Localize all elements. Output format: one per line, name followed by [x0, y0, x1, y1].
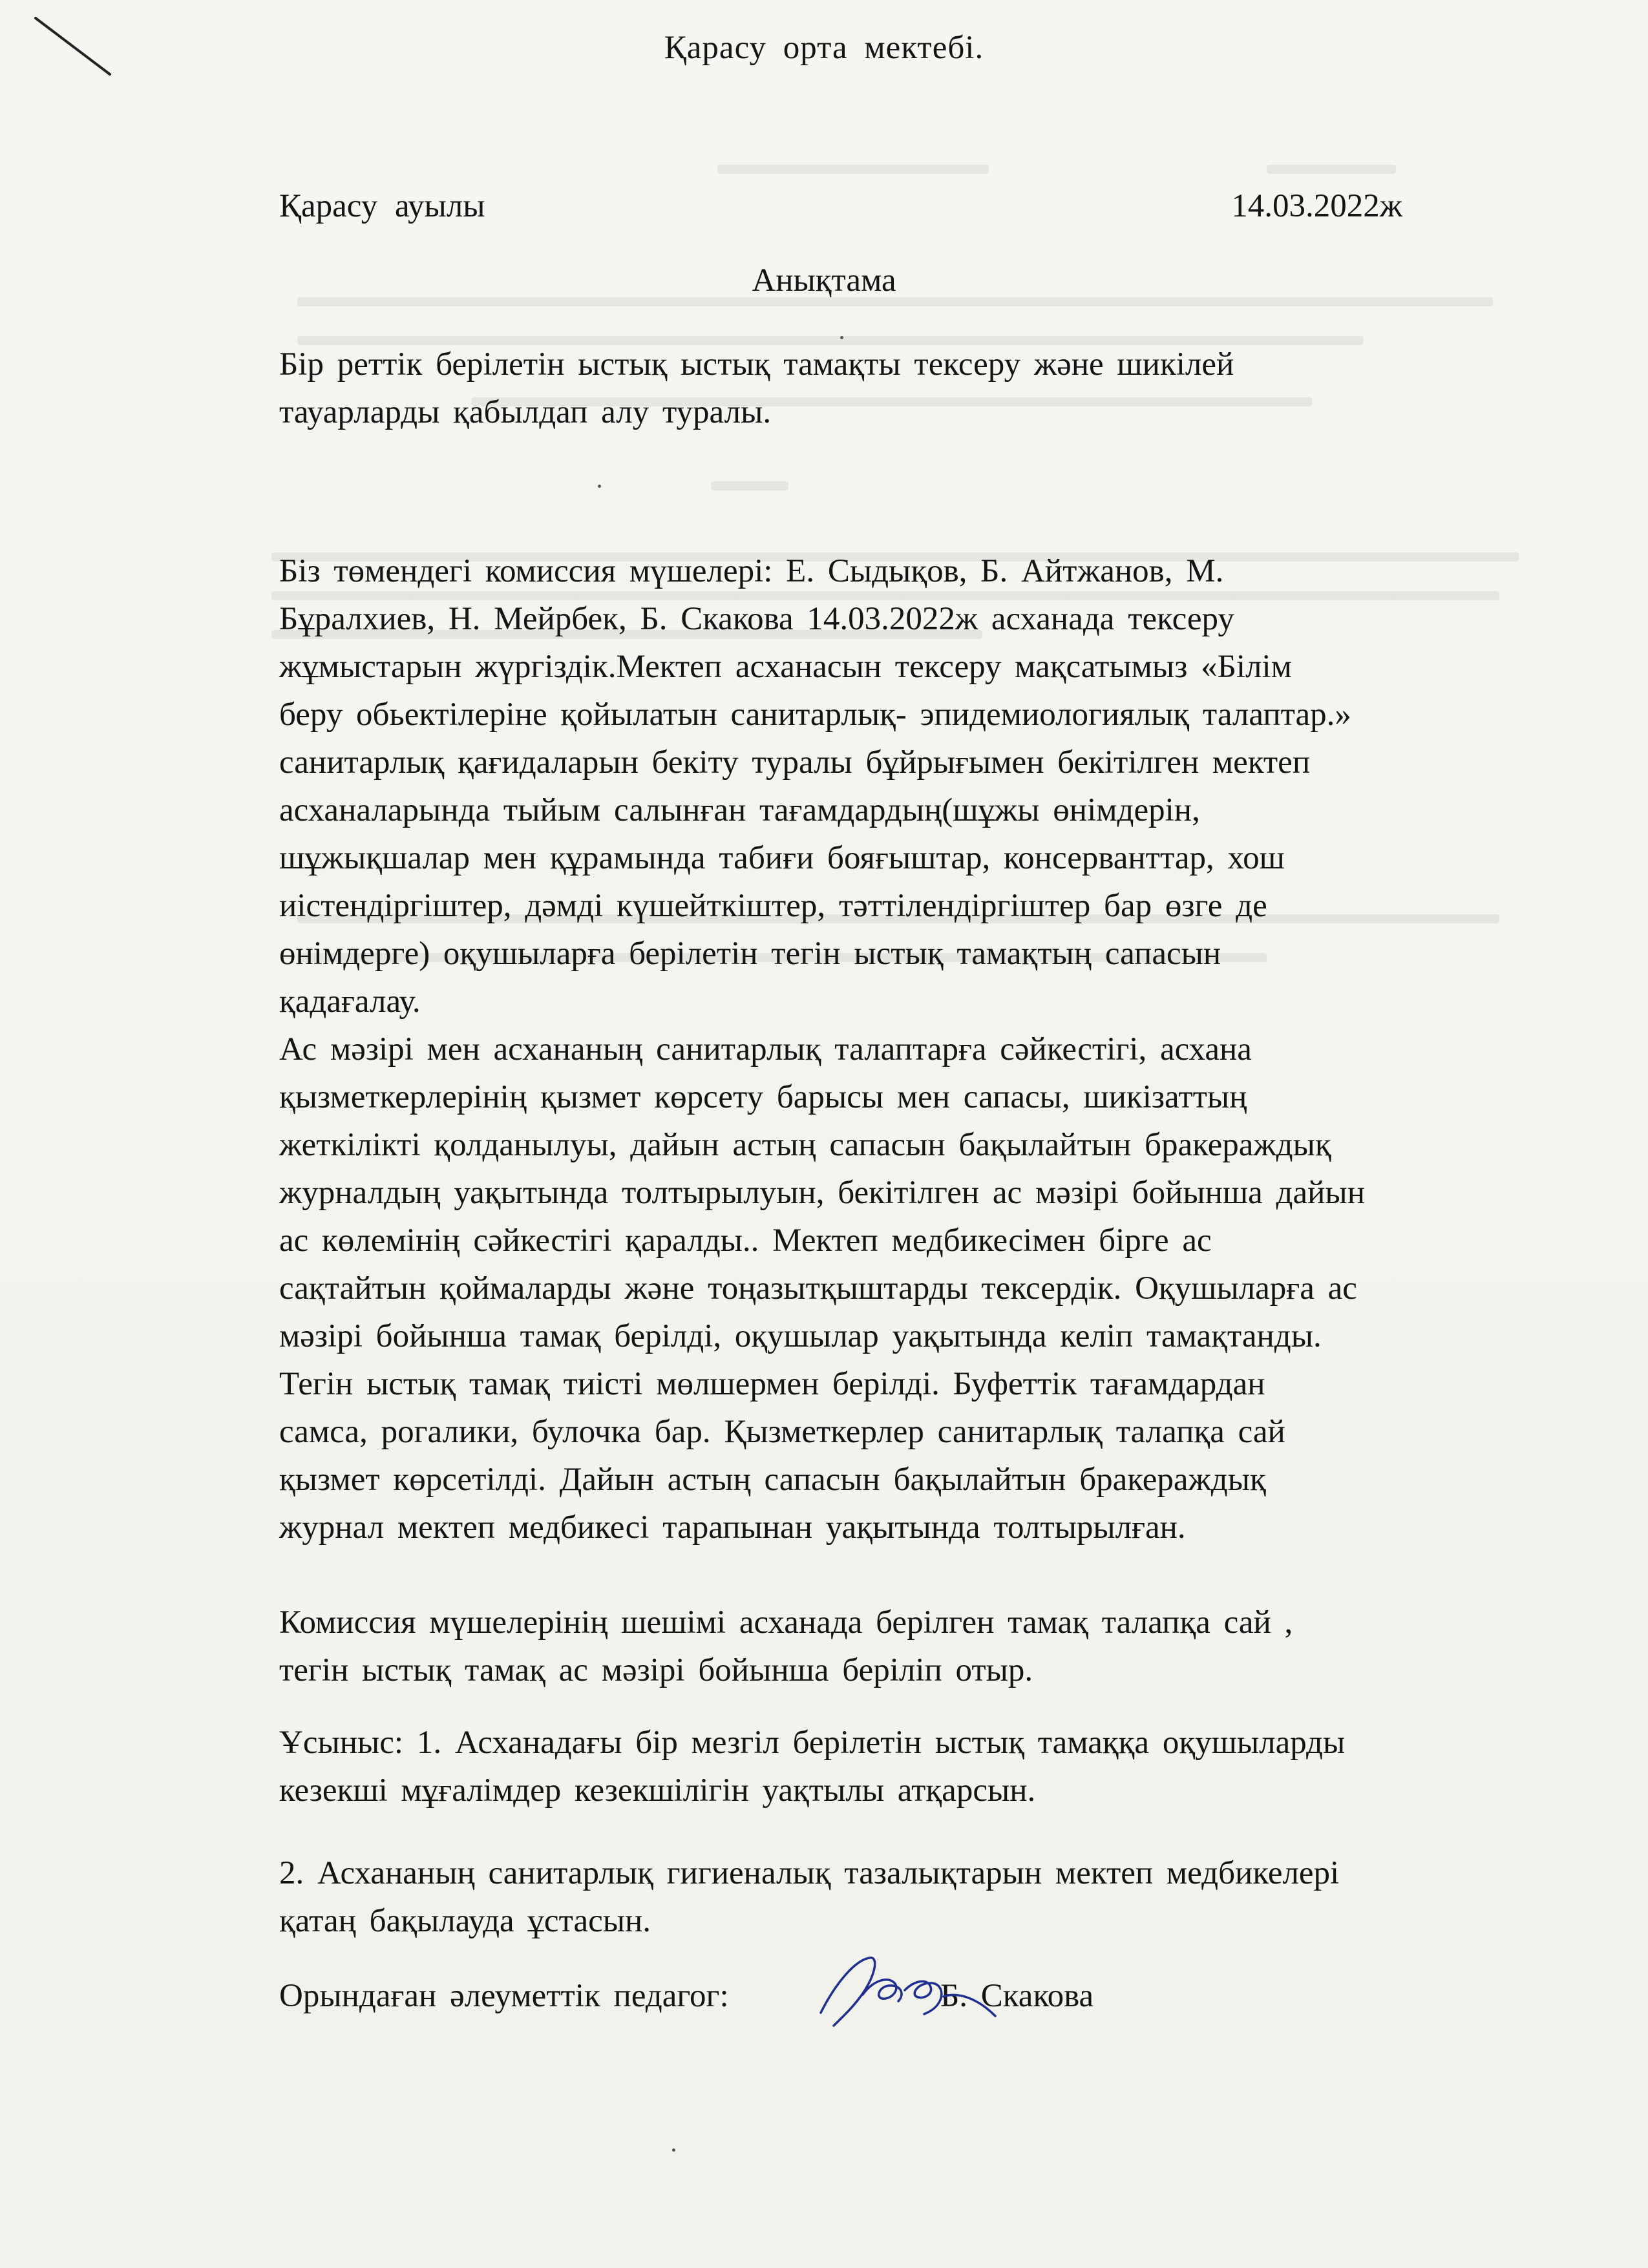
village-name: Қарасу ауылы — [279, 188, 485, 224]
document-subject: Бір реттік берілетін ыстық ыстық тамақты тексеру және шикілей тауарларды қабылдап алу туралы. — [279, 346, 1234, 430]
recommendation-2: 2. Асхананың санитарлық гигиеналық тазалықтарын мектеп медбикелері қатаң бақылауда ұстасын. — [279, 1855, 1340, 1939]
document-date: 14.03.2022ж — [1231, 188, 1402, 224]
handwritten-signature — [808, 1935, 1015, 2052]
document-title: Анықтама — [752, 262, 896, 299]
commission-decision: Комиссия мүшелерінің шешімі асханада берілген тамақ талапқа сай , тегін ыстық тамақ ас мәзірі бойынша беріліп отыр. — [279, 1604, 1293, 1688]
signer-role: Орындаған әлеуметтік педагог: — [279, 1978, 729, 2014]
signer-name: Б. Скакова — [940, 1978, 1094, 2014]
scan-speck — [598, 485, 601, 488]
recommendation-1: Ұсыныс: 1. Асханадағы бір мезгіл берілетін ыстық тамаққа оқушыларды кезекші мұғалімдер кезекшілігін уақтылы атқарсын. — [279, 1725, 1346, 1809]
scan-speck — [840, 336, 843, 339]
document-body: Біз төмендегі комиссия мүшелері: Е. Сыдықов, Б. Айтжанов, М. Бұралхиев, Н. Мейрбек, Б. Скакова 14.03.2022ж асханада тексеру жұмыстарын жүргіздік.Мектеп асханасын тексеру мақсатымыз «Білім беру обьектілеріне қойылатын санитарлық- эпидемиологиялық талаптар.» санитарлық қағидаларын бекіту туралы бұйрығымен бекітілген мектеп асханаларында тыйым салынған тағамдардың(шұжы өнімдерін, шұжықшалар мен құрамында табиғи бояғыштар, консерванттар, хош иістендіргіштер, дәмді күшейткіштер, тәттілендіргіштер бар өзге де өнімдерге) оқушыларға берілетін тегін ыстық тамақтың сапасын қадағалау. Ас мәзірі мен асхананың санитарлық талаптарға сәйкестігі, асхана қызметкерлерінің қызмет көрсету барысы мен сапасы, шикізаттың жеткілікті қолданылуы, дайын астың сапасын бақылайтын бракераждық журналдың уақытында толтырылуын, бекітілген ас мәзірі бойынша дайын ас көлемінің сәйкестігі қаралды.. Мектеп медбикесімен бірге ас сақтайтын қоймаларды және тоңазытқыштарды тексердік. Оқушыларға ас мәзірі бойынша тамақ берілді, оқушылар уақытында келіп тамақтанды. Тегін ыстық тамақ тиісті мөлшермен берілді. Буфеттік тағамдардан самса, рогалики, булочка бар. Қызметкерлер санитарлық талапқа сай қызмет көрсетілді. Дайын астың сапасын бақылайтын бракераждық журнал мектеп медбикесі тарапынан уақытында толтырылған. — [279, 553, 1365, 1546]
school-name: Қарасу орта мектебі. — [664, 30, 984, 66]
scan-speck — [672, 2148, 675, 2152]
